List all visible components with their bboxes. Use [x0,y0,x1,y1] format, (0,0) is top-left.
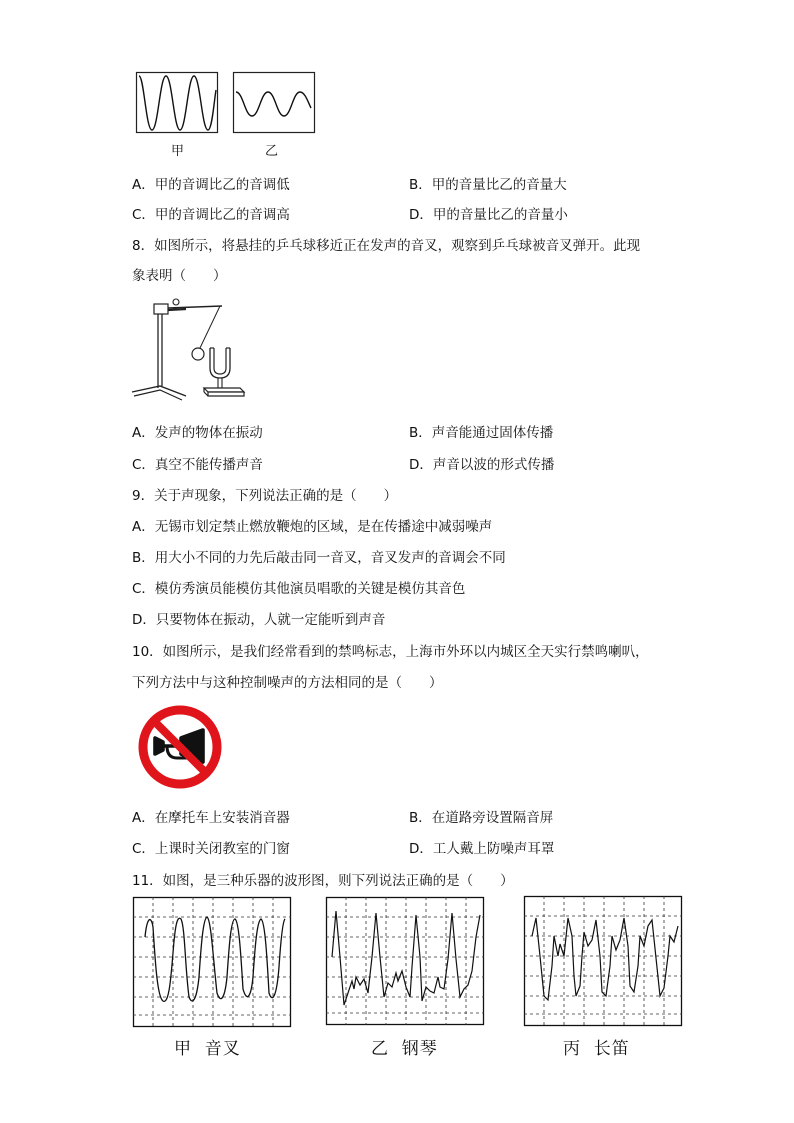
wave-figure-jia [136,72,218,134]
waveform-piano [326,897,484,1025]
tuning-fork-pingpong-figure [130,296,250,402]
q10-option-a[interactable]: A．在摩托车上安装消音器 [132,810,290,826]
q7-option-b[interactable]: B．甲的音量比乙的音量大 [409,177,567,193]
q11-stem: 11．如图，是三种乐器的波形图，则下列说法正确的是（ ） [132,873,514,889]
q10-option-b[interactable]: B．在道路旁设置隔音屏 [409,810,554,826]
q8-stem-line1: 8．如图所示，将悬挂的乒乓球移近正在发声的音叉，观察到乒乓球被音叉弹开。此现 [132,238,641,254]
q7-option-d[interactable]: D．甲的音量比乙的音量小 [409,207,568,223]
q9-option-d[interactable]: D．只要物体在振动，人就一定能听到声音 [132,612,386,628]
q8-option-a[interactable]: A．发声的物体在振动 [132,425,263,441]
q10-stem-line1: 10．如图所示，是我们经常看到的禁鸣标志，上海市外环以内城区全天实行禁鸣喇叭， [132,644,649,660]
q8-option-b[interactable]: B．声音能通过固体传播 [409,425,554,441]
fig-label-flute: 丙 长笛 [563,1039,630,1059]
q10-stem-line2: 下列方法中与这种控制噪声的方法相同的是（ ） [132,675,443,691]
fig-label-tuning-fork: 甲 音叉 [174,1039,241,1059]
fig-label-jia: 甲 [171,144,185,159]
q9-option-c[interactable]: C．模仿秀演员能模仿其他演员唱歌的关键是模仿其音色 [132,581,466,597]
no-horn-sign-icon [137,704,223,790]
q8-option-d[interactable]: D．声音以波的形式传播 [409,457,555,473]
q9-option-a[interactable]: A．无锡市划定禁止燃放鞭炮的区域，是在传播途中减弱噪声 [132,519,493,535]
waveform-flute [524,896,682,1026]
fig-label-yi: 乙 [265,144,279,159]
q8-option-c[interactable]: C．真空不能传播声音 [132,457,263,473]
wave-figure-yi [233,72,315,134]
q9-stem: 9．关于声现象，下列说法正确的是（ ） [132,488,398,504]
q10-option-d[interactable]: D．工人戴上防噪声耳罩 [409,841,555,857]
waveform-tuning-fork [133,897,291,1027]
q7-option-c[interactable]: C．甲的音调比乙的音调高 [132,207,290,223]
q8-stem-line2: 象表明（ ） [132,268,227,284]
fig-label-piano: 乙 钢琴 [371,1039,438,1059]
q7-option-a[interactable]: A．甲的音调比乙的音调低 [132,177,290,193]
q9-option-b[interactable]: B．用大小不同的力先后敲击同一音叉，音叉发声的音调会不同 [132,550,506,566]
q10-option-c[interactable]: C．上课时关闭教室的门窗 [132,841,290,857]
